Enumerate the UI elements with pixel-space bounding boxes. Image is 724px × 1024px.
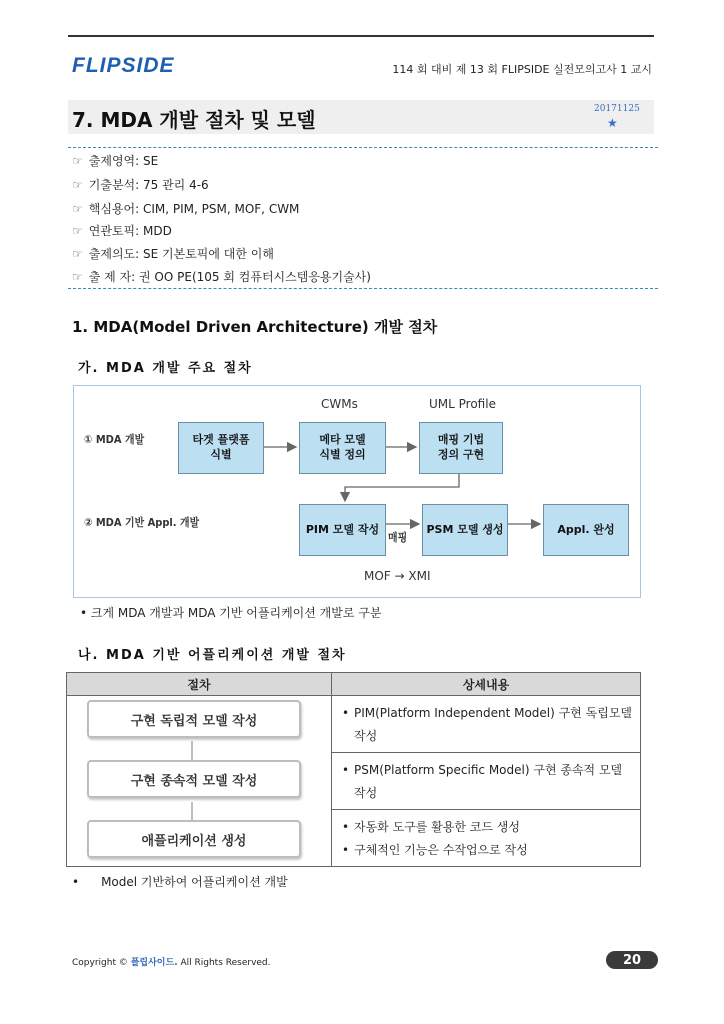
page-title: 7. MDA 개발 절차 및 모델: [72, 108, 316, 132]
uml-profile-label: UML Profile: [429, 397, 496, 411]
step-box: 애플리케이션 생성: [87, 820, 301, 858]
mof-xmi-label: MOF → XMI: [364, 569, 431, 583]
row1-label: ① MDA 개발: [84, 433, 145, 446]
figure-summary-bullet: • 크게 MDA 개발과 MDA 기반 어플리케이션 개발로 구분: [80, 606, 382, 620]
pointing-hand-icon: ☞: [72, 224, 83, 238]
header-note: 114 회 대비 제 13 회 FLIPSIDE 실전모의고사 1 교시: [392, 63, 652, 76]
column-header: 절차: [67, 673, 332, 696]
pointing-hand-icon: ☞: [72, 154, 83, 168]
detail-item: • 구체적인 기능은 수작업으로 작성: [340, 839, 632, 862]
meta-line: ☞ 출제영역: SE: [72, 154, 159, 168]
closing-bullet: • Model 기반하여 어플리케이션 개발: [72, 875, 288, 889]
step-box: 구현 독립적 모델 작성: [87, 700, 301, 738]
page-number-badge: 20: [606, 951, 658, 969]
detail-item: • 자동화 도구를 활용한 코드 생성: [340, 816, 632, 839]
footer-copyright: Copyright © 플립사이드. All Rights Reserved.: [72, 958, 271, 968]
detail-cell: [332, 810, 641, 867]
mda-process-figure: [73, 385, 641, 598]
subsection-heading: 나. MDA 기반 어플리케이션 개발 절차: [78, 648, 347, 663]
meta-top-divider: [68, 147, 658, 148]
meta-line: ☞ 출 제 자: 권 OO PE(105 회 컴퓨터시스템응용기술사): [72, 270, 371, 284]
star-icon: ★: [607, 116, 618, 130]
pointing-hand-icon: ☞: [72, 247, 83, 261]
section-heading: 1. MDA(Model Driven Architecture) 개발 절차: [72, 318, 438, 336]
pim-model-box: PIM 모델 작성: [299, 504, 386, 556]
footer-brand: 플립사이드.: [130, 958, 178, 968]
subsection-heading: 가. MDA 개발 주요 절차: [78, 361, 253, 376]
steps-cell: [67, 696, 332, 867]
figure-arrows: [74, 386, 640, 597]
detail-cell: [332, 696, 641, 753]
mapping-label: 매핑: [388, 531, 408, 544]
table-row: [67, 696, 641, 753]
header-rule: [68, 35, 654, 37]
table-header-row: [67, 673, 641, 696]
meta-model-box: 메타 모델 식별 정의: [299, 422, 386, 474]
detail-item: • PSM(Platform Specific Model) 구현 종속적 모델 작성: [340, 759, 632, 805]
detail-cell: [332, 753, 641, 810]
flipside-logo: FLIPSIDE: [72, 54, 175, 77]
steps-flow: [67, 696, 331, 861]
pointing-hand-icon: ☞: [72, 202, 83, 216]
meta-line: ☞ 출제의도: SE 기본토픽에 대한 이해: [72, 247, 274, 261]
meta-line: ☞ 기출분석: 75 관리 4-6: [72, 178, 209, 192]
detail-item: • PIM(Platform Independent Model) 구현 독립모델 작성: [340, 702, 632, 748]
meta-line: ☞ 핵심용어: CIM, PIM, PSM, MOF, CWM: [72, 202, 300, 216]
meta-bottom-divider: [68, 288, 658, 289]
psm-model-box: PSM 모델 생성: [422, 504, 508, 556]
cwms-label: CWMs: [321, 397, 358, 411]
target-platform-box: 타겟 플랫폼 식별: [178, 422, 264, 474]
step-box: 구현 종속적 모델 작성: [87, 760, 301, 798]
pointing-hand-icon: ☞: [72, 178, 83, 192]
title-date: 20171125: [594, 104, 640, 114]
mapping-technique-box: 매핑 기법 정의 구현: [419, 422, 503, 474]
pointing-hand-icon: ☞: [72, 270, 83, 284]
meta-line: ☞ 연관토픽: MDD: [72, 224, 172, 238]
column-header: 상세내용: [332, 673, 641, 696]
row2-label: ② MDA 기반 Appl. 개발: [84, 516, 200, 529]
appl-complete-box: Appl. 완성: [543, 504, 629, 556]
procedure-table: [66, 672, 641, 867]
